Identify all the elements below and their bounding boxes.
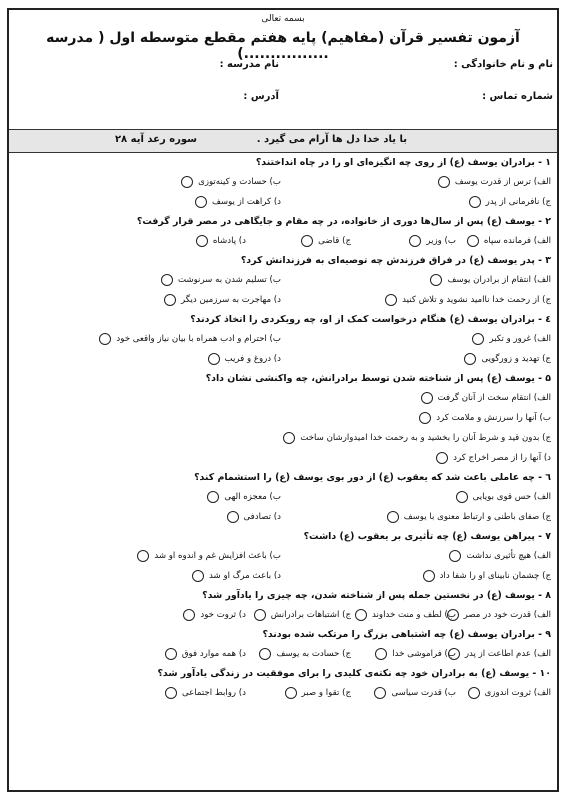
option-label: الف) فرمانده سپاه <box>483 236 551 246</box>
answer-circle-icon[interactable] <box>161 274 173 286</box>
answer-circle-icon[interactable] <box>164 294 176 306</box>
question-text: ۷ - پیراهن یوسف (ع) چه تأثیری بر یعقوب (ع) داشت؟ <box>303 531 551 542</box>
option-label: د) باعث مرگ او شد <box>209 571 281 581</box>
answer-circle-icon[interactable] <box>301 235 313 247</box>
answer-circle-icon[interactable] <box>137 550 149 562</box>
answer-circle-icon[interactable] <box>208 353 220 365</box>
answer-circle-icon[interactable] <box>181 176 193 188</box>
answer-option[interactable] <box>254 605 351 625</box>
option-label: ب) باعث افزایش غم و اندوه او شد <box>154 551 281 561</box>
address-label: آدرس : <box>243 91 279 102</box>
answer-option[interactable] <box>161 270 281 290</box>
option-label: د) تصادفی <box>243 512 281 522</box>
option-label: ب) آنها را سرزنش و ملامت کرد <box>436 413 551 423</box>
question-text: ۵ - یوسف (ع) پس از شناخته شدن توسط برادرانش، چه واکنشی نشان داد؟ <box>205 373 551 384</box>
answer-circle-icon[interactable] <box>259 648 271 660</box>
options-row <box>15 566 551 586</box>
answer-circle-icon[interactable] <box>375 648 387 660</box>
answer-circle-icon[interactable] <box>385 294 397 306</box>
option-label: د) مهاجرت به سرزمین دیگر <box>181 295 281 305</box>
answer-circle-icon[interactable] <box>374 687 386 699</box>
answer-option[interactable] <box>387 507 551 527</box>
answer-option[interactable] <box>436 448 551 468</box>
answer-option[interactable] <box>430 270 551 290</box>
answer-circle-icon[interactable] <box>468 687 480 699</box>
option-label: د) روابط اجتماعی <box>181 688 246 698</box>
option-label: ج) اشتباهات برادرانش <box>270 610 351 620</box>
answer-circle-icon[interactable] <box>456 491 468 503</box>
answer-option[interactable] <box>448 644 551 664</box>
answer-option[interactable] <box>467 231 551 251</box>
answer-option[interactable] <box>285 683 351 703</box>
question-text: ۱۰ - یوسف (ع) به برادران خود چه نکته‌ی کلیدی را برای موفقیت در زندگی یادآور شد؟ <box>157 668 551 679</box>
question-text: ۸ - یوسف (ع) در نخستین جمله پس از شناخته شدن، چه چیزی را یادآور شد؟ <box>202 590 551 601</box>
option-label: ب) لطف و منت خداوند <box>372 610 456 620</box>
answer-circle-icon[interactable] <box>183 609 195 621</box>
option-label: د) ثروت خود <box>200 610 246 620</box>
bismillah: بسمه تعالی <box>261 14 305 24</box>
option-label: د) آنها را از مصر اخراج کرد <box>453 453 551 463</box>
answer-option[interactable] <box>423 566 551 586</box>
answer-circle-icon[interactable] <box>436 452 448 464</box>
answer-option[interactable] <box>137 546 281 566</box>
name-label: نام و نام خانوادگی : <box>453 59 553 70</box>
question-text: ٤ - برادران یوسف (ع) هنگام درخواست کمک از او، چه رویکردی را اتخاذ کردند؟ <box>190 314 551 325</box>
answer-option[interactable] <box>208 349 281 369</box>
answer-option[interactable] <box>375 644 456 664</box>
answer-option[interactable] <box>447 605 551 625</box>
answer-option[interactable] <box>438 172 551 192</box>
question-text: ٦ - چه عاملی باعث شد که یعقوب (ع) از دور بوی یوسف (ع) را استشمام کند؟ <box>194 472 551 483</box>
answer-option[interactable] <box>385 290 551 310</box>
options-row <box>15 487 551 507</box>
option-label: د) همه موارد فوق <box>181 649 246 659</box>
options-row <box>15 349 551 369</box>
answer-option[interactable] <box>456 487 551 507</box>
answer-option[interactable] <box>464 349 551 369</box>
answer-circle-icon[interactable] <box>409 235 421 247</box>
options-row <box>15 329 551 349</box>
answer-option[interactable] <box>196 231 246 251</box>
answer-option[interactable] <box>207 487 281 507</box>
option-label: ب) احترام و ادب همراه با بیان نیاز واقعی خود <box>116 334 281 344</box>
options-row <box>15 231 551 251</box>
options-row <box>15 408 551 428</box>
phone-label: شماره تماس : <box>482 91 553 102</box>
verse-reference: سوره رعد آیه ۲۸ <box>114 134 197 145</box>
answer-option[interactable] <box>355 605 456 625</box>
questions-list <box>9 153 557 703</box>
options-row <box>15 428 551 448</box>
question-text: ۳ - پدر یوسف (ع) در فراق فرزندش چه توصیه‌ای به فرزندانش کرد؟ <box>240 255 551 266</box>
option-label: د) دروغ و فریب <box>224 354 281 364</box>
answer-option[interactable] <box>301 231 351 251</box>
answer-circle-icon[interactable] <box>423 570 435 582</box>
answer-option[interactable] <box>468 683 551 703</box>
verse-text: با یاد خدا دل ها آرام می گیرد . <box>256 134 407 145</box>
answer-circle-icon[interactable] <box>254 609 266 621</box>
answer-option[interactable] <box>283 428 551 448</box>
answer-circle-icon[interactable] <box>207 491 219 503</box>
option-label: ج) نافرمانی از پدر <box>485 197 551 207</box>
exam-header <box>9 10 557 130</box>
answer-circle-icon[interactable] <box>227 511 239 523</box>
options-row <box>15 507 551 527</box>
option-label: ب) حسادت و کینه‌توزی <box>198 177 281 187</box>
option-label: ج) بدون قید و شرط آنان را بخشید و به رحمت خدا امیدوارشان ساخت <box>300 433 551 443</box>
option-label: الف) حس قوی بویایی <box>472 492 551 502</box>
option-label: ج) چشمان نابینای او را شفا داد <box>439 571 551 581</box>
option-label: ج) تهدید و زورگویی <box>481 354 551 364</box>
options-row <box>15 448 551 468</box>
answer-circle-icon[interactable] <box>467 235 479 247</box>
answer-option[interactable] <box>472 329 551 349</box>
option-label: ب) معجزه الهی <box>224 492 281 502</box>
options-row <box>15 683 551 703</box>
answer-circle-icon[interactable] <box>283 432 295 444</box>
option-label: ب) وزیر <box>426 236 456 246</box>
option-label: ب) قدرت سیاسی <box>391 688 456 698</box>
answer-option[interactable] <box>183 605 246 625</box>
option-label: الف) ثروت اندوزی <box>484 688 551 698</box>
option-label: الف) عدم اطاعت از پدر <box>464 649 551 659</box>
answer-option[interactable] <box>421 388 551 408</box>
answer-option[interactable] <box>409 231 456 251</box>
option-label: الف) انتقام سخت از آنان گرفت <box>437 393 551 403</box>
options-row <box>15 172 551 192</box>
options-row <box>15 644 551 664</box>
option-label: د) کراهت از یوسف <box>211 197 281 207</box>
option-label: الف) غرور و تکبر <box>489 334 551 344</box>
option-label: ج) تقوا و صبر <box>301 688 351 698</box>
answer-option[interactable] <box>99 329 281 349</box>
answer-option[interactable] <box>165 644 246 664</box>
answer-option[interactable] <box>165 683 246 703</box>
answer-circle-icon[interactable] <box>449 550 461 562</box>
answer-option[interactable] <box>181 172 281 192</box>
option-label: ج) قاضی <box>318 236 351 246</box>
answer-circle-icon[interactable] <box>438 176 450 188</box>
options-row <box>15 270 551 290</box>
option-label: ج) صفای باطنی و ارتباط معنوی با یوسف <box>403 512 551 522</box>
answer-circle-icon[interactable] <box>165 687 177 699</box>
answer-option[interactable] <box>195 192 281 212</box>
answer-circle-icon[interactable] <box>472 333 484 345</box>
answer-circle-icon[interactable] <box>196 235 208 247</box>
answer-circle-icon[interactable] <box>387 511 399 523</box>
answer-circle-icon[interactable] <box>192 570 204 582</box>
answer-circle-icon[interactable] <box>195 196 207 208</box>
answer-circle-icon[interactable] <box>430 274 442 286</box>
verse-band <box>9 130 557 153</box>
answer-option[interactable] <box>164 290 281 310</box>
answer-option[interactable] <box>227 507 281 527</box>
exam-page <box>7 8 559 792</box>
answer-circle-icon[interactable] <box>355 609 367 621</box>
answer-option[interactable] <box>259 644 351 664</box>
question-text: ۲ - یوسف (ع) پس از سال‌ها دوری از خانواده، در چه مقام و جایگاهی در مصر قرار گرفت؟ <box>136 216 551 227</box>
answer-option[interactable] <box>374 683 456 703</box>
answer-circle-icon[interactable] <box>285 687 297 699</box>
answer-circle-icon[interactable] <box>99 333 111 345</box>
option-label: ب) فراموشی خدا <box>392 649 456 659</box>
option-label: الف) هیچ تأثیری نداشت <box>466 551 551 561</box>
question-text: ۹ - برادران یوسف (ع) چه اشتباهی بزرگ را مرتکب شده بودند؟ <box>262 629 551 640</box>
options-row <box>15 290 551 310</box>
answer-option[interactable] <box>449 546 551 566</box>
option-label: الف) ترس از قدرت یوسف <box>454 177 551 187</box>
exam-title: آزمون تفسیر قرآن (مفاهیم) پایه هفتم مقطع متوسطه اول ( مدرسه ................) <box>46 30 520 62</box>
question-text: ۱ - برادران یوسف (ع) از روی چه انگیزه‌ای او را در چاه انداختند؟ <box>255 157 551 168</box>
answer-circle-icon[interactable] <box>421 392 433 404</box>
option-label: الف) انتقام از برادران یوسف <box>447 275 551 285</box>
options-row <box>15 388 551 408</box>
options-row <box>15 192 551 212</box>
answer-circle-icon[interactable] <box>165 648 177 660</box>
answer-option[interactable] <box>469 192 551 212</box>
option-label: د) پادشاه <box>212 236 246 246</box>
option-label: ب) تسلیم شدن به سرنوشت <box>177 275 281 285</box>
option-label: ج) حسادت به یوسف <box>276 649 351 659</box>
options-row <box>15 546 551 566</box>
answer-circle-icon[interactable] <box>419 412 431 424</box>
answer-option[interactable] <box>419 408 551 428</box>
answer-option[interactable] <box>192 566 281 586</box>
school-label: نام مدرسه : <box>219 59 279 70</box>
answer-circle-icon[interactable] <box>464 353 476 365</box>
options-row <box>15 605 551 625</box>
answer-circle-icon[interactable] <box>469 196 481 208</box>
option-label: ج) از رحمت خدا ناامید نشوید و تلاش کنید <box>402 295 551 305</box>
option-label: الف) قدرت خود در مصر <box>463 610 551 620</box>
